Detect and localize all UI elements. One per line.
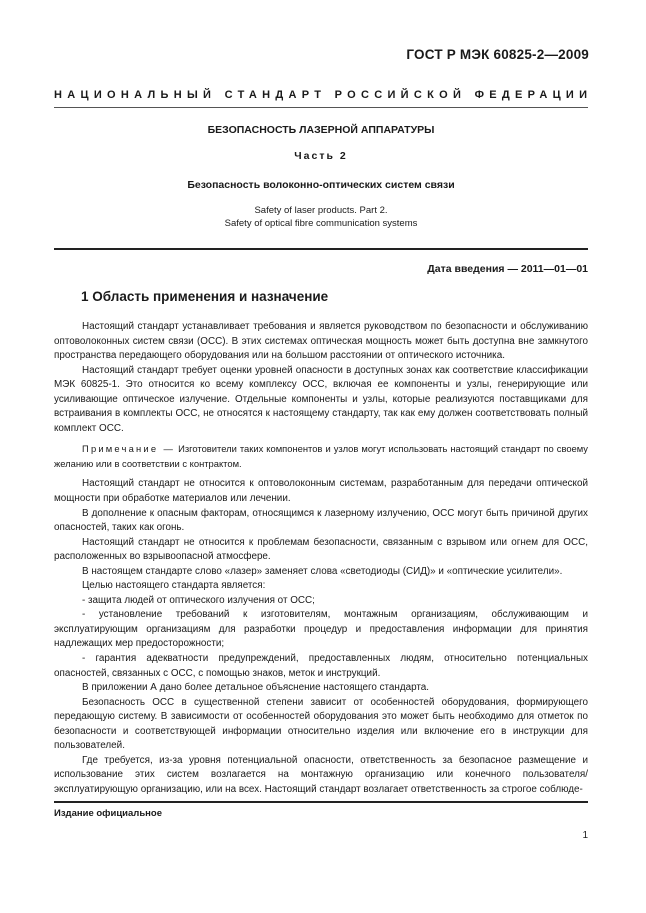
edition-label: Издание официальное	[54, 808, 162, 819]
paragraph: Настоящий стандарт не относится к проблемам безопасности, связанным с взрывом или огнем для ОСС, расположенных во взрывоопасной атмосфере.	[54, 536, 588, 563]
part-label: Часть 2	[294, 150, 348, 162]
paragraph: Настоящий стандарт требует оценки уровней опасности в доступных зонах как соответствие классификации МЭК 60825-1. Это относится ко всему комплексу ОСС, включая ее компоненты и узлы, генерирующие или усиливающие оптическое излучение. Отдельные компоненты и узлы, которые реализуются поставщиками для встраивания в комплекты ОСС, не относятся к настоящему стандарту, так как ему должен соответствовать полный комплект ОСС.	[54, 364, 588, 434]
note	[54, 442, 588, 471]
subtitle: Безопасность волоконно-оптических систем связи	[187, 179, 455, 191]
paragraph: Целью настоящего стандарта является:	[82, 580, 266, 592]
paragraph: В настоящем стандарте слово «лазер» заменяет слова «светодиоды (СИД)» и «оптические усилители».	[82, 565, 563, 577]
national-standard-title: НАЦИОНАЛЬНЫЙ СТАНДАРТ РОССИЙСКОЙ ФЕДЕРАЦИИ	[54, 89, 593, 101]
section-body	[54, 320, 588, 798]
list-item: - установление требований к изготовителям, монтажным организациям, обслуживающим и эксплуатирующим организациям для разработки процедур и предоставления информации для принятия надлежащих мер предосторожности;	[54, 609, 588, 650]
list-item: - защита людей от оптического излучения от ОСС;	[82, 594, 315, 606]
english-title-line-1: Safety of laser products. Part 2.	[254, 205, 388, 216]
paragraph: В приложении А дано более детальное объяснение настоящего стандарта.	[82, 682, 430, 694]
note-text: Изготовители таких компонентов и узлов могут использовать настоящий стандарт по своему желанию или в соответствии с контрактом.	[54, 443, 588, 469]
title-divider	[54, 248, 588, 250]
paragraph: Настоящий стандарт не относится к оптоволоконным системам, разработанным для передачи оптической мощности при обработке материалов или лечении.	[54, 478, 588, 505]
section-heading: 1 Область применения и назначение	[81, 289, 329, 304]
footer-divider	[54, 801, 588, 803]
header-divider	[54, 107, 588, 108]
main-title: БЕЗОПАСНОСТЬ ЛАЗЕРНОЙ АППАРАТУРЫ	[207, 124, 435, 136]
paragraph: Настоящий стандарт устанавливает требования и является руководством по безопасности и обслуживанию оптоволоконных систем связи (ОСС). В этих системах оптическая мощность может быть доступна вне замкнутого пространства передающего оборудования или на большом расстоянии от оптического источника.	[54, 321, 588, 362]
intro-date: Дата введения — 2011—01—01	[427, 263, 588, 275]
paragraph: Где требуется, из-за уровня потенциальной опасности, ответственность за безопасное размещение и использование этих систем возлагается на монтажную организацию или конечного пользователя/эксплуатирующую организацию, или на всех. Настоящий стандарт возлагает ответственность за строгое соблюде-	[54, 754, 588, 795]
english-title	[54, 204, 588, 230]
paragraph: В дополнение к опасным факторам, относящимся к лазерному излучению, ОСС могут быть причиной других опасностей, таких как огонь.	[54, 507, 588, 534]
page-number: 1	[582, 830, 588, 841]
list-item: - гарантия адекватности предупреждений, предоставленных людям, относительно потенциальных опасностей, связанных с ОСС, с помощью знаков, меток и инструкций.	[54, 653, 588, 679]
english-title-line-2: Safety of optical fibre communication systems	[224, 218, 418, 229]
gost-code: ГОСТ Р МЭК 60825-2—2009	[406, 47, 589, 62]
note-label: Примечание —	[82, 443, 176, 455]
paragraph: Безопасность ОСС в существенной степени зависит от особенностей оборудования, формирующего передающую систему. В зависимости от особенностей оборудования это может быть необходимо для отметок по безопасности и соответствующей информации относительно изделия или включение его в инструкции для пользователей.	[54, 696, 588, 752]
